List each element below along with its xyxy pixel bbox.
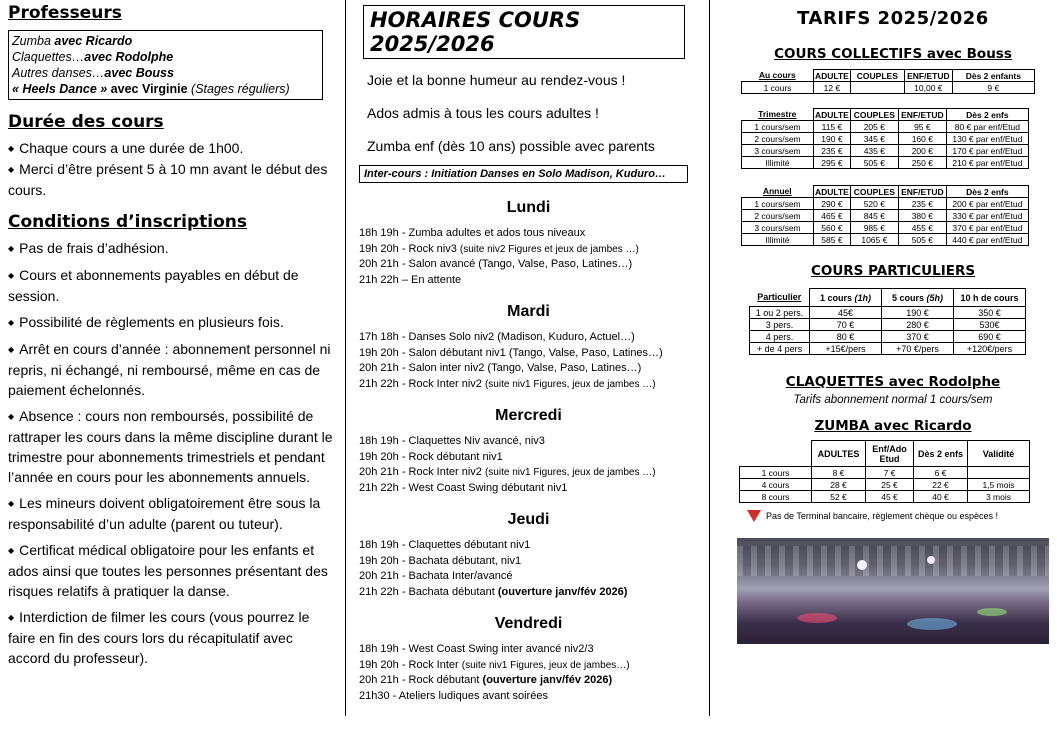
table-cell: 330 € par enf/Etud [946,210,1028,222]
schedule-slot [359,361,698,377]
table-cell: 2 cours/sem [742,133,814,145]
schedule-slot [359,434,698,450]
table-header-cell: Particulier [757,292,802,303]
table-cell: 160 € [898,133,946,145]
table-cell: 3 cours/sem [742,222,814,234]
slot-text: 19h 20h - Bachata débutant, niv1 [359,554,522,567]
table-cell: 130 € par enf/Etud [946,133,1028,145]
slot-text: 20h 21h - Rock débutant [359,674,483,686]
schedule-slot [359,642,698,658]
table-corner [740,441,812,467]
table-header-row [740,441,1030,467]
table-header-cell: ADULTE [815,186,849,197]
inter-cours-box: Inter-cours : Initiation Danses en Solo Madison, Kuduro… [359,165,688,183]
table-row [742,157,1029,169]
table-header-cell: Enf/Ado Etud [866,441,914,467]
table-cell: 45€ [810,307,882,319]
table-cell: 70 € [810,319,882,331]
conditions-title: Conditions d’inscriptions [8,212,248,232]
table-header-cell: Dès 2 enfants [952,70,1034,82]
day-heading: Jeudi [507,511,550,528]
table-cell: 40 € [914,491,968,503]
photo-light [797,613,837,623]
claquettes-note: Tarifs abonnement normal 1 cours/sem [793,394,993,406]
table-header-cell: COUPLES [850,70,904,82]
day-heading: Vendredi [494,615,563,632]
table-cell: +120€/pers [954,343,1026,355]
table-cell [850,82,904,94]
day-heading: Lundi [506,199,551,216]
slot-text: 18h 19h - West Coast Swing inter avancé niv2/3 [359,643,594,655]
day-slots [359,226,698,288]
photo-light [977,608,1007,616]
table-header-cell: ENF/ETUD [904,70,952,82]
table-cell: 210 € par enf/Etud [946,157,1028,169]
prof-name: avec Virginie [107,82,188,96]
schedule-slot [359,689,698,705]
warning-text: Pas de Terminal bancaire, règlement chèque ou espèces ! [766,511,998,521]
professeurs-box [8,30,323,100]
zumba-title: ZUMBA avec Ricardo [814,418,972,434]
table-header-cell: ADULTE [815,70,849,81]
table-cell: 7 € [866,467,914,479]
table-row [750,307,1026,319]
annuel-table [741,185,1029,246]
table-cell: 10,00 € [904,82,952,94]
photo-light [857,560,867,570]
slot-text: 18h 19h - Zumba adultes et ados tous niveaux [359,227,586,239]
condition-item: ◆ Certificat médical obligatoire pour les enfants et ados ainsi que toutes les personnes présentant des risques relatifs à pratiquer la danse. [8,540,337,601]
slot-text: 20h 21h - Bachata Inter/avancé [359,570,513,582]
days-schedule [359,199,698,704]
condition-item: ◆ Arrêt en cours d’année : abonnement personnel ni repris, ni échangé, ni remboursé, même en cas de paiement échelonnés. [8,339,337,400]
slot-detail: (suite niv1 Figures, jeux de jambes …) [484,467,656,478]
duree-item: ◆ Merci d’être présent 5 à 10 mn avant le début des cours. [8,159,337,200]
table-cell: 295 € [814,157,851,169]
table-cell: 235 € [814,145,851,157]
table-cell: 530€ [954,319,1026,331]
table-header-cell: COUPLES [850,109,898,121]
table-cell: 25 € [866,479,914,491]
table-cell: 280 € [882,319,954,331]
table-cell: 455 € [898,222,946,234]
photo-ceiling [737,546,1049,576]
table-cell: 12 € [814,82,851,94]
duree-item: ◆ Chaque cours a une durée de 1h00. [8,138,337,159]
schedule-slot [359,257,698,273]
table-cell: 4 cours [740,479,812,491]
prof-course: « Heels Dance » [12,82,108,96]
slot-detail: (suite niv1 Figures, jeux de jambes…) [461,659,630,671]
day-slots [359,642,698,704]
table-cell: 985 € [850,222,898,234]
slot-text: 21h 22h - Rock Inter niv2 [359,377,485,390]
collectifs-title: COURS COLLECTIFS avec Bouss [774,46,1012,62]
schedule-slot [359,377,698,393]
table-cell: 95 € [898,121,946,133]
table-header-row [742,70,1035,82]
photo-light [907,618,957,630]
schedule-slot [359,450,698,466]
table-cell: 115 € [814,121,851,133]
table-cell: +15€/pers [810,343,882,355]
slot-text: 19h 20h - Rock débutant niv1 [359,450,503,463]
schedule-slot [359,554,698,570]
table-cell: 80 € [810,331,882,343]
prof-name: avec Rodolphe [84,50,174,64]
slot-text: 19h 20h - Rock niv3 [359,242,460,255]
au-cours-table [741,69,1035,94]
table-cell: 235 € [898,198,946,210]
trimestre-table [741,108,1029,169]
table-cell: 8 cours [740,491,812,503]
table-header-row [742,109,1029,121]
table-cell: Illimité [742,157,814,169]
schedule-slot [359,538,698,554]
slot-text: 20h 21h - Salon avancé (Tango, Valse, Paso, Latines…) [359,258,633,270]
table-row [740,479,1030,491]
warning-note [747,510,1049,522]
header-part: (5h) [926,292,943,303]
table-cell: 3 pers. [750,319,810,331]
table-header-cell: ENF/ETUD [898,186,946,198]
slot-highlight: (ouverture janv/fév 2026) [497,585,628,598]
table-cell: 3 mois [968,491,1030,503]
condition-item: ◆ Absence : cours non remboursés, possibilité de rattraper les cours dans la même discipline durant le trimestre pour abonnements trimestriels et pendant l’année en cours pour les abonnements annuels. [8,406,337,487]
tarifs-title: TARIFS 2025/2026 [797,8,989,29]
table-cell: 435 € [850,145,898,157]
photo-light [927,556,935,564]
horaires-column [347,0,708,729]
prof-name: avec Ricardo [54,34,133,48]
table-cell: 520 € [850,198,898,210]
schedule-slot [359,242,698,258]
slot-text: 17h 18h - Danses Solo niv2 (Madison, Kuduro, Actuel…) [359,331,635,343]
table-header-cell [882,289,954,307]
table-header-cell: ADULTE [815,109,849,120]
table-header-cell: ADULTES [812,441,866,467]
table-cell: 845 € [850,210,898,222]
table-row [742,210,1029,222]
slot-detail: (suite niv2 Figures et jeux de jambes …) [459,243,639,255]
table-cell: 3 cours/sem [742,145,814,157]
table-row [740,491,1030,503]
table-row [750,319,1026,331]
table-row [742,145,1029,157]
table-cell: 190 € [814,133,851,145]
info-line: Ados admis à tous les cours adultes ! [367,105,599,121]
duree-title: Durée des cours [8,112,164,132]
table-header-cell: Annuel [762,186,792,197]
table-cell: 465 € [814,210,851,222]
table-cell: 200 € [898,145,946,157]
table-cell: 1 ou 2 pers. [750,307,810,319]
prof-course: Claquettes… [12,50,85,64]
table-cell: 250 € [898,157,946,169]
schedule-slot [359,273,698,289]
table-cell: 370 € [882,331,954,343]
schedule-slot [359,481,698,497]
slot-text: 21h 22h – En attente [359,273,462,286]
header-part: 5 cours [891,292,927,303]
slot-highlight: (ouverture janv/fév 2026) [482,674,613,686]
table-cell: 1 cours [740,467,812,479]
schedule-slot [359,330,698,346]
particuliers-table [749,288,1026,355]
table-cell: 80 € par enf/Etud [946,121,1028,133]
schedule-slot [359,658,698,674]
table-cell: 290 € [814,198,851,210]
table-header-cell: Validité [968,441,1030,467]
prof-line [12,65,319,81]
table-cell: 350 € [954,307,1026,319]
header-part: 1 cours [819,292,855,303]
horaires-title: HORAIRES COURS 2025/2026 [363,5,685,59]
day-heading: Mardi [507,303,550,320]
table-cell: +70 €/pers [882,343,954,355]
table-header-cell [810,289,882,307]
slot-text: 21h 22h - Bachata débutant [359,585,498,598]
info-line: Joie et la bonne humeur au rendez-vous ! [367,72,626,88]
condition-item: ◆ Interdiction de filmer les cours (vous pourrez le faire en fin des cours lors du récapitulatif avec accord du professeur). [8,607,337,668]
professeurs-title: Professeurs [8,3,122,23]
prof-line [12,81,319,97]
slot-text: 18h 19h - Claquettes Niv avancé, niv3 [359,435,545,447]
prof-name: avec Bouss [104,66,174,80]
table-cell: + de 4 pers [750,343,810,355]
condition-item: ◆ Cours et abonnements payables en début de session. [8,265,337,306]
table-row [742,121,1029,133]
table-cell: Illimité [742,234,814,246]
prof-line [12,49,319,65]
table-cell: 9 € [952,82,1034,94]
table-row [742,198,1029,210]
day-slots [359,434,698,496]
table-header-cell: COUPLES [850,186,898,198]
table-cell: 1,5 mois [968,479,1030,491]
slot-text: 19h 20h - Rock Inter [359,658,462,671]
table-header-cell: Dès 2 enfs [946,186,1028,198]
table-row [742,82,1035,94]
slot-text: 20h 21h - Rock Inter niv2 [359,466,485,478]
condition-item: ◆ Pas de frais d’adhésion. [8,238,337,259]
table-cell: 205 € [850,121,898,133]
table-cell: 560 € [814,222,851,234]
table-cell: 6 € [914,467,968,479]
table-cell: 1 cours [742,82,814,94]
table-header-cell: 10 h de cours [954,289,1026,307]
slot-text: 18h 19h - Claquettes débutant niv1 [359,539,531,551]
slot-detail: (suite niv1 Figures, jeux de jambes …) [484,378,656,390]
table-cell: 45 € [866,491,914,503]
slot-text: 21h 22h - West Coast Swing débutant niv1 [359,481,568,494]
condition-item: ◆ Les mineurs doivent obligatoirement être sous la responsabilité d’un adulte (parent ou tuteur). [8,493,337,534]
slot-text: 20h 21h - Salon inter niv2 (Tango, Valse, Paso, Latines…) [359,362,642,374]
prof-course: Zumba [12,34,55,48]
table-row [742,222,1029,234]
table-row [750,331,1026,343]
table-header-row [742,186,1029,198]
dance-hall-photo [737,538,1049,644]
schedule-slot [359,226,698,242]
table-cell: 380 € [898,210,946,222]
prof-note: (Stages réguliers) [187,82,290,96]
table-row [742,133,1029,145]
claquettes-title: CLAQUETTES avec Rodolphe [785,374,1001,390]
table-row [742,234,1029,246]
warning-triangle-icon [747,510,761,522]
table-cell: 370 € par enf/Etud [946,222,1028,234]
table-cell: 345 € [850,133,898,145]
slot-text: 21h30 - Ateliers ludiques avant soirées [359,689,548,702]
table-cell: 8 € [812,467,866,479]
table-cell: 505 € [850,157,898,169]
table-header-cell: Dès 2 enfs [946,109,1028,121]
tarifs-column [711,0,1057,729]
table-cell: 690 € [954,331,1026,343]
table-cell: 200 € par enf/Etud [946,198,1028,210]
info-line: Zumba enf (dès 10 ans) possible avec parents [367,138,655,154]
table-cell: 52 € [812,491,866,503]
prof-line [12,33,319,49]
table-header-row [750,289,1026,307]
schedule-slot [359,346,698,362]
table-cell: 1065 € [850,234,898,246]
table-cell: 22 € [914,479,968,491]
day-slots [359,538,698,600]
prof-course: Autres danses… [12,66,105,80]
table-header-cell: Dès 2 enfs [914,441,968,467]
table-row [740,467,1030,479]
table-cell: 1 cours/sem [742,121,814,133]
table-cell: 1 cours/sem [742,198,814,210]
table-header-cell: Au cours [758,70,796,81]
info-column [0,0,345,729]
header-part: (1h) [854,292,871,303]
particuliers-title: COURS PARTICULIERS [810,263,976,279]
day-heading: Mercredi [495,407,562,424]
schedule-slot [359,569,698,585]
table-header-cell: Trimestre [758,109,797,120]
table-cell: 28 € [812,479,866,491]
table-cell [968,467,1030,479]
slot-text: 19h 20h - Salon débutant niv1 (Tango, Valse, Paso, Latines…) [359,346,663,359]
schedule-slot [359,465,698,481]
table-cell: 505 € [898,234,946,246]
zumba-table [739,440,1030,503]
table-cell: 2 cours/sem [742,210,814,222]
schedule-slot [359,673,698,689]
table-cell: 440 € par enf/Etud [946,234,1028,246]
table-cell: 4 pers. [750,331,810,343]
table-cell: 170 € par enf/Etud [946,145,1028,157]
condition-item: ◆ Possibilité de règlements en plusieurs fois. [8,312,337,333]
table-cell: 585 € [814,234,851,246]
table-cell: 190 € [882,307,954,319]
day-slots [359,330,698,392]
schedule-slot [359,585,698,601]
table-header-cell: ENF/ETUD [898,109,946,121]
table-row [750,343,1026,355]
